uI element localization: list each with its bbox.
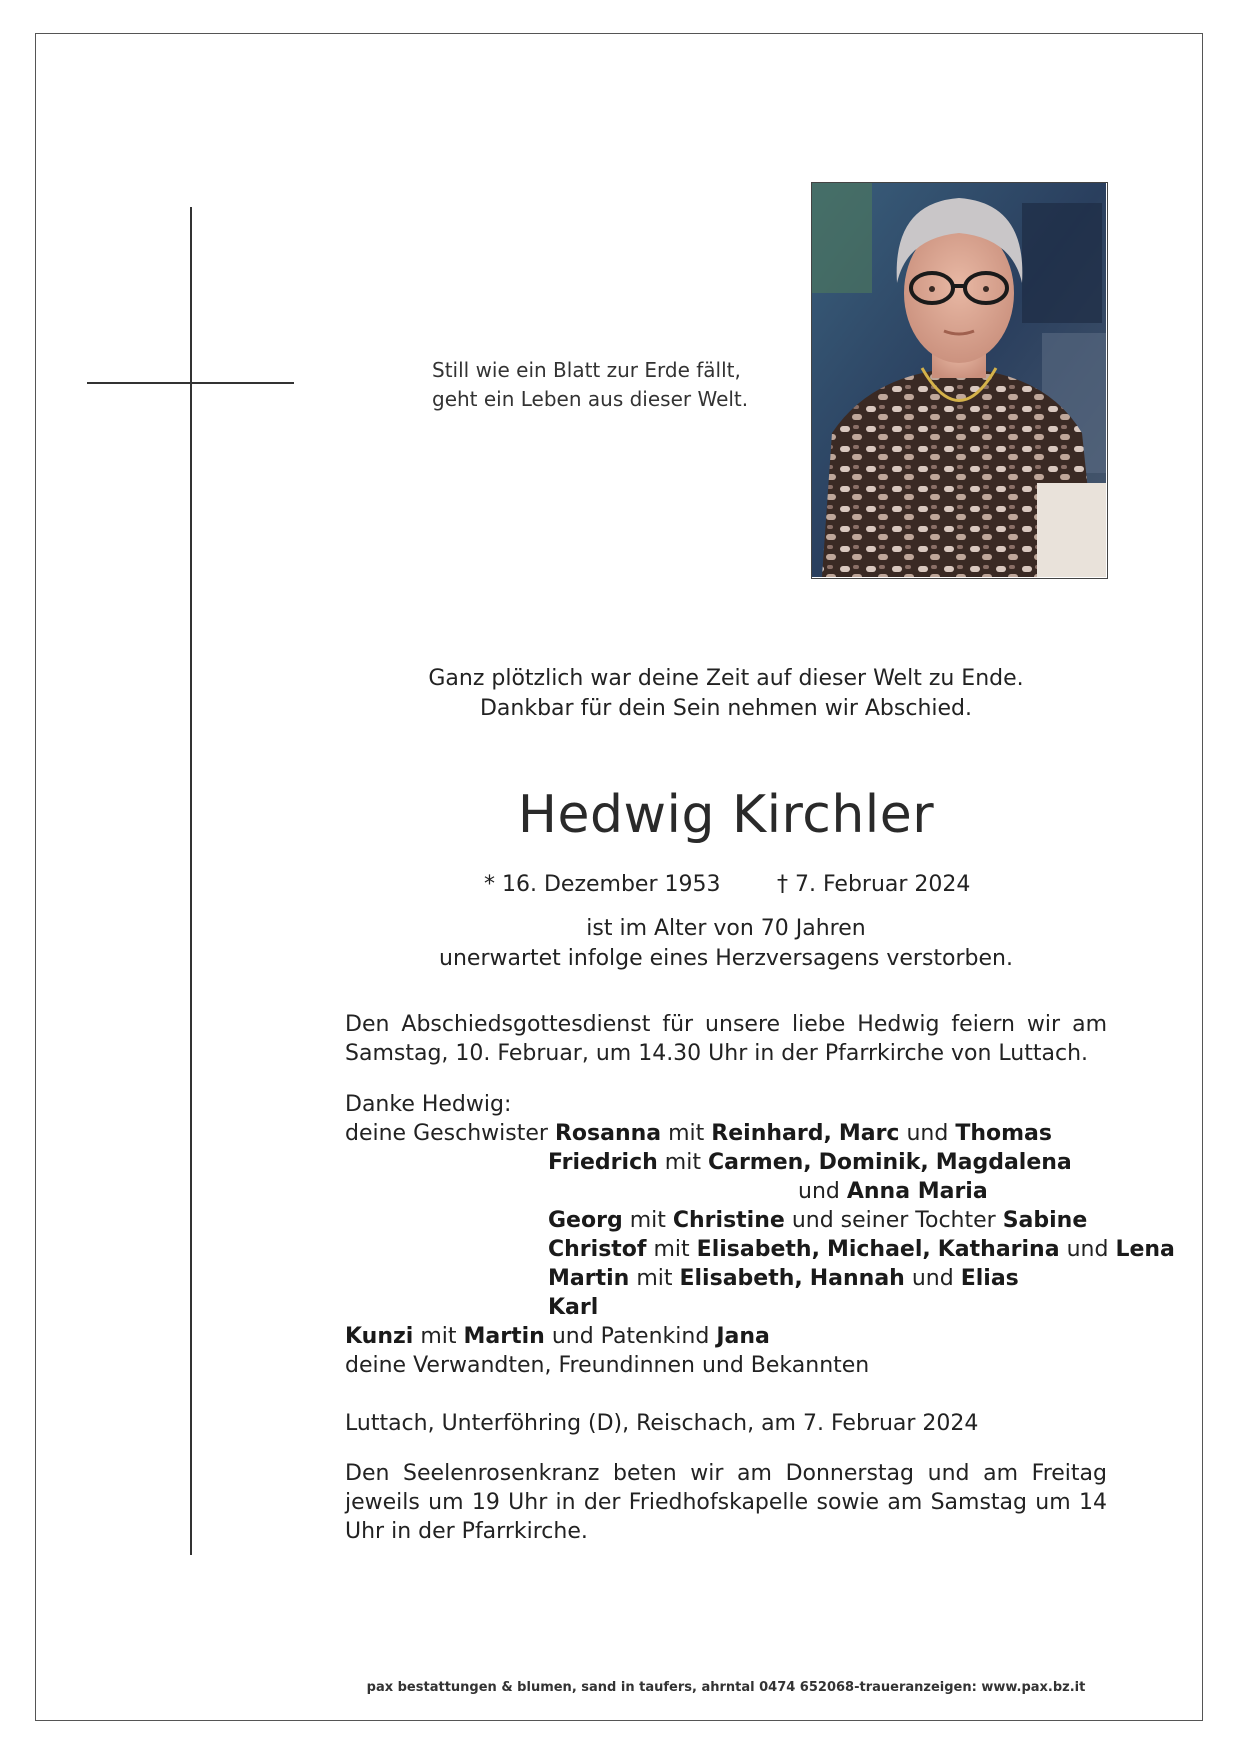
name-christine: Christine (672, 1208, 785, 1233)
thanks-row-karl (345, 1293, 1107, 1322)
age-line: ist im Alter von 70 Jahren (586, 916, 866, 941)
name-dominik: Dominik, (818, 1150, 929, 1175)
life-dates (320, 868, 1132, 902)
name-martin-2: Martin (463, 1324, 545, 1349)
name-elisabeth: Elisabeth, (696, 1237, 820, 1262)
connector-mit: mit (668, 1121, 705, 1146)
name-reinhard: Reinhard, (711, 1121, 832, 1146)
thanks-section (345, 1090, 1175, 1380)
name-georg: Georg (548, 1208, 623, 1233)
connector-mit: mit (636, 1266, 673, 1291)
name-marc: Marc (838, 1121, 900, 1146)
deceased-name: Hedwig Kirchler (517, 785, 935, 845)
name-martin: Martin (548, 1266, 630, 1291)
connector-seiner-tochter: und seiner Tochter (791, 1208, 996, 1233)
name-michael: Michael, (826, 1237, 931, 1262)
name-sabine: Sabine (1002, 1208, 1088, 1233)
memorial-verse (432, 356, 772, 414)
name-lena: Lena (1115, 1237, 1175, 1262)
thanks-row-georg (345, 1206, 1107, 1235)
age-statement (320, 914, 1132, 974)
intro-line-2: Dankbar für dein Sein nehmen wir Abschied. (479, 696, 972, 721)
connector-und: und (1066, 1237, 1109, 1262)
connector-mit: mit (420, 1324, 457, 1349)
name-jana: Jana (716, 1324, 770, 1349)
connector-mit: mit (653, 1237, 690, 1262)
name-thomas: Thomas (955, 1121, 1052, 1146)
connector-mit: mit (629, 1208, 666, 1233)
verse-line-1: Still wie ein Blatt zur Erde fällt, (432, 358, 741, 382)
name-carmen: Carmen, (707, 1150, 812, 1175)
thanks-row-martin (345, 1264, 1107, 1293)
thanks-row-christof (345, 1235, 1175, 1264)
siblings-prefix: deine Geschwister (345, 1121, 548, 1146)
cause-line: unerwartet infolge eines Herzversagens verstorben. (439, 946, 1013, 971)
connector-mit: mit (664, 1150, 701, 1175)
portrait-photo (811, 182, 1108, 579)
connector-und: und (798, 1179, 840, 1204)
rosary-paragraph: Den Seelenrosenkranz beten wir am Donnerstag und am Freitag jeweils um 19 Uhr in der Friedhofskapelle sowie am Samstag um 14 Uhr in der Pfarrkirche. (345, 1461, 1107, 1544)
thanks-row-kunzi (345, 1322, 1107, 1351)
name-magdalena: Magdalena (935, 1150, 1072, 1175)
cross-horizontal-bar (87, 382, 294, 384)
connector-und: und (911, 1266, 954, 1291)
place-and-date: Luttach, Unterföhring (D), Reischach, am 7. Februar 2024 (345, 1411, 979, 1436)
name-rosanna: Rosanna (554, 1121, 662, 1146)
connector-patenkind: und Patenkind (551, 1324, 710, 1349)
cross-vertical-bar (190, 207, 192, 1555)
thanks-row-relatives: deine Verwandten, Freundinnen und Bekannten (345, 1353, 870, 1378)
intro-text (320, 664, 1132, 724)
funeral-home-footer: pax bestattungen & blumen, sand in taufers, ahrntal 0474 652068-traueranzeigen: www.pax.bz.it (366, 1680, 1086, 1695)
thanks-row-rosanna (345, 1119, 1107, 1148)
portrait-image (812, 183, 1106, 577)
name-elisabeth-2: Elisabeth, (679, 1266, 803, 1291)
connector-und: und (906, 1121, 949, 1146)
intro-line-1: Ganz plötzlich war deine Zeit auf dieser Welt zu Ende. (428, 666, 1024, 691)
name-karl: Karl (548, 1295, 599, 1320)
thanks-row-anna-maria (345, 1177, 1107, 1206)
thanks-heading: Danke Hedwig: (345, 1092, 512, 1117)
verse-line-2: geht ein Leben aus dieser Welt. (432, 387, 749, 411)
name-christof: Christof (548, 1237, 647, 1262)
name-elias: Elias (960, 1266, 1019, 1291)
service-paragraph: Den Abschiedsgottesdienst für unsere liebe Hedwig feiern wir am Samstag, 10. Februar, um 14.30 Uhr in der Pfarrkirche von Luttach. (345, 1012, 1107, 1066)
name-hannah: Hannah (809, 1266, 905, 1291)
name-friedrich: Friedrich (548, 1150, 658, 1175)
death-date: † 7. Februar 2024 (777, 872, 971, 897)
name-kunzi: Kunzi (345, 1324, 414, 1349)
name-anna-maria: Anna Maria (846, 1179, 988, 1204)
birth-date: * 16. Dezember 1953 (484, 872, 721, 897)
name-katharina: Katharina (937, 1237, 1060, 1262)
thanks-row-friedrich (345, 1148, 1107, 1177)
